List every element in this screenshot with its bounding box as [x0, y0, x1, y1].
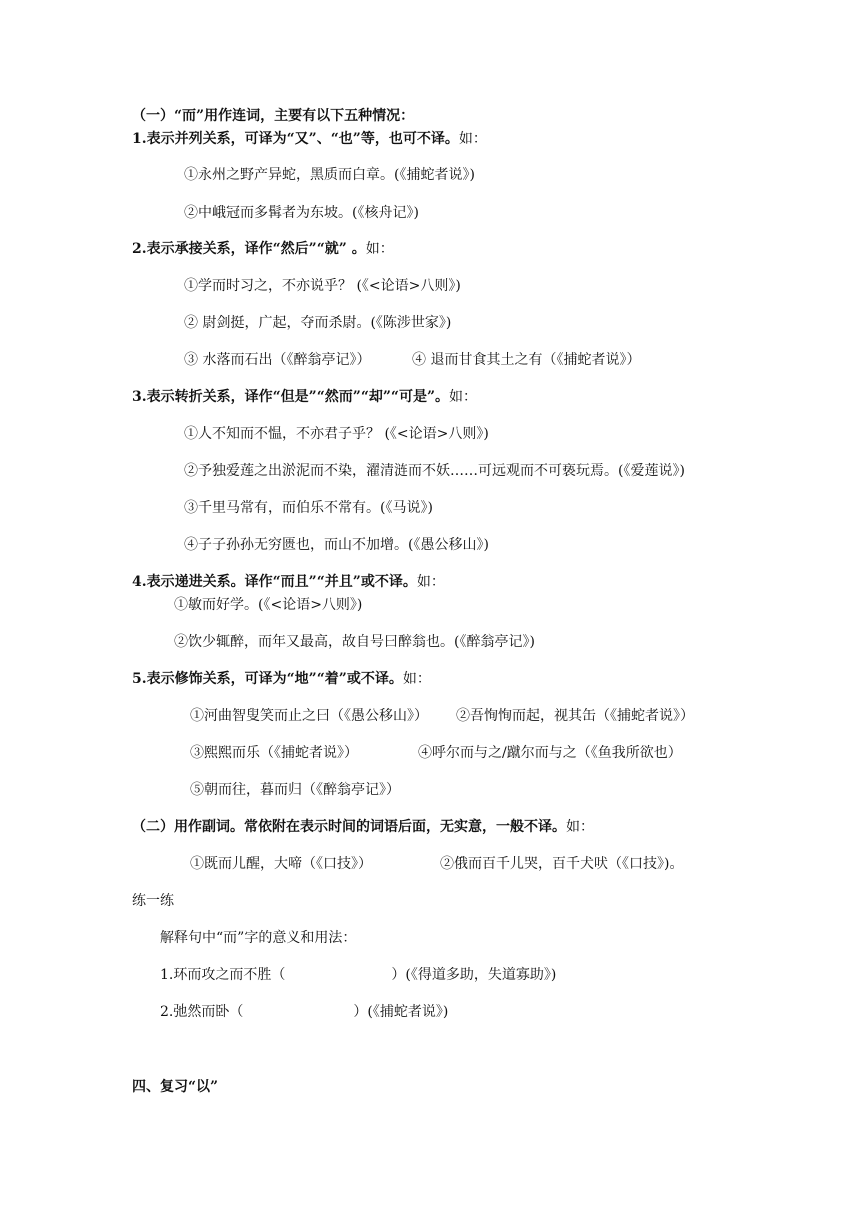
adverb-example-1: ①既而儿醒，大啼（《口技》）	[190, 856, 372, 872]
group-1-heading-suffix: 如：	[458, 131, 487, 147]
example-3-4: ④子子孙孙无穷匮也，而山不加增。(《愚公移山》)	[184, 537, 489, 553]
practice-item-2-lead: 2.弛然而卧（	[160, 1004, 244, 1020]
group-5-heading-suffix: 如：	[402, 671, 431, 687]
example-2-2: ② 尉剑挺，广起，夺而杀尉。(《陈涉世家》)	[184, 315, 452, 331]
practice-instruction: 解释句中“而”字的意义和用法：	[160, 930, 357, 946]
example-4-1: ①敏而好学。(《<论语>八则》)	[174, 597, 363, 613]
example-4-2: ②饮少辄醉，而年又最高，故自号曰醉翁也。(《醉翁亭记》)	[174, 634, 535, 650]
example-1-2: ②中峨冠而多髯者为东坡。(《核舟记》)	[184, 205, 419, 221]
section-2-heading	[132, 817, 594, 837]
group-4-heading	[132, 572, 445, 592]
example-3-2: ②予独爱莲之出淤泥而不染，濯清涟而不妖……可远观而不可亵玩焉。(《爱莲说》)	[184, 463, 685, 479]
example-2-3: ③ 水落而石出（《醉翁亭记》）	[184, 352, 371, 368]
example-2-4: ④ 退而甘食其土之有（《捕蛇者说》）	[412, 352, 641, 368]
group-3-heading-text: 3.表示转折关系，译作“但是”“然而”“却”“可是”。	[132, 389, 450, 405]
group-3-heading	[132, 387, 477, 407]
group-4-heading-suffix: 如：	[416, 574, 445, 590]
practice-item-1-lead: 1.环而攻之而不胜（	[160, 967, 286, 983]
example-5-1: ①河曲智叟笑而止之曰（《愚公移山》）	[190, 708, 428, 724]
group-2-heading-suffix: 如：	[365, 241, 394, 257]
practice-item-1	[160, 965, 556, 985]
example-1-1: ①永州之野产异蛇，黑质而白章。(《捕蛇者说》)	[184, 167, 475, 183]
group-1-heading	[132, 129, 487, 149]
group-2-heading	[132, 239, 394, 259]
example-3-3: ③千里马常有，而伯乐不常有。(《马说》)	[184, 500, 433, 516]
practice-title: 练一练	[132, 893, 174, 909]
adverb-example-2: ②俄而百千儿哭，百千犬吠（《口技》)。	[440, 856, 684, 872]
example-5-2: ②吾恂恂而起，视其缶（《捕蛇者说》）	[456, 708, 694, 724]
group-5-heading	[132, 669, 431, 689]
group-4-heading-text: 4.表示递进关系。译作“而且”“并且”或不译。	[132, 574, 417, 590]
group-2-heading-text: 2.表示承接关系，译作“然后”“就” 。	[132, 241, 366, 257]
section-2-heading-suffix: 如：	[566, 819, 594, 835]
example-3-1: ①人不知而不愠，不亦君子乎？ (《<论语>八则》)	[184, 426, 489, 442]
section-1-title: （一）“而”用作连词，主要有以下五种情况：	[132, 108, 415, 124]
section-4-title: 四、复习“以”	[132, 1079, 219, 1095]
group-5-heading-text: 5.表示修饰关系，可译为“地”“着”或不译。	[132, 671, 403, 687]
practice-item-2-tail: ）(《捕蛇者说》)	[353, 1004, 449, 1020]
example-5-3: ③熙熙而乐（《捕蛇者说》）	[190, 745, 358, 761]
practice-item-1-tail: ）(《得道多助，失道寡助》)	[391, 967, 557, 983]
group-3-heading-suffix: 如：	[449, 389, 478, 405]
example-2-1: ①学而时习之，不亦说乎？ (《<论语>八则》)	[184, 278, 461, 294]
example-5-4: ④呼尔而与之/蹴尔而与之（《鱼我所欲也）	[418, 745, 682, 761]
group-1-heading-text: 1.表示并列关系，可译为“又”、“也”等，也可不译。	[132, 131, 459, 147]
practice-item-2	[160, 1002, 448, 1022]
section-2-heading-text: （二）用作副词。常依附在表示时间的词语后面，无实意，一般不译。	[132, 819, 566, 835]
example-5-5: ⑤朝而往，暮而归（《醉翁亭记》）	[190, 782, 400, 798]
